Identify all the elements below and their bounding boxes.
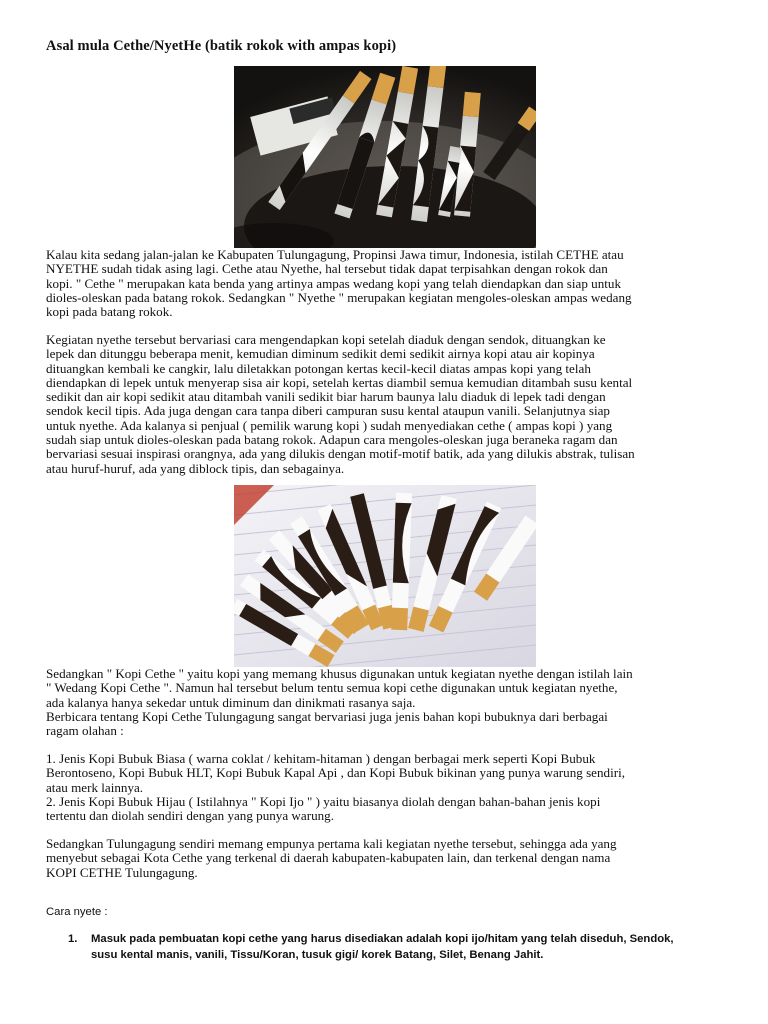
paragraph-kopi-types: 1. Jenis Kopi Bubuk Biasa ( warna coklat / kehitam-hitaman ) dengan berbagai merk seperti Kopi Bubuk Berontoseno, Kopi Bubuk HLT, Kopi Bubuk Kapal Api , dan Kopi Bubuk bikinan yang punya warung sendiri, atau merk lainnya. 2. Jenis Kopi Bubuk Hijau ( Istilahnya " Kopi Ijo " ) yaitu biasanya diolah dengan bahan-bahan jenis kopi tertentu dan diolah sendiri dengan yang punya warung. bbox=[46, 751, 625, 824]
cara-nyete-heading: Cara nyete : bbox=[46, 906, 108, 918]
document-title: Asal mula Cethe/NyetHe (batik rokok with ampas kopi) bbox=[46, 38, 397, 54]
cara-nyete-steps bbox=[46, 931, 726, 963]
step-number: 1. bbox=[68, 933, 78, 945]
batik-cigarettes-graphic bbox=[234, 485, 536, 667]
cethe-batik-cigarettes-photo bbox=[234, 485, 536, 667]
step-text: Masuk pada pembuatan kopi cethe yang harus disediakan adalah kopi ijo/hitam yang telah diseduh, Sendok, susu kental manis, vanili, Tissu/Koran, tusuk gigi/ korek Batang, Silet, Benang Jahit. bbox=[91, 933, 674, 961]
cethe-cigarettes-ashtray-photo bbox=[234, 66, 536, 248]
paragraph-kopi-cethe: Sedangkan " Kopi Cethe " yaitu kopi yang memang khusus digunakan untuk kegiatan nyethe dengan istilah lain " Wedang Kopi Cethe ". Namun hal tersebut belum tentu semua kopi cethe digunakan untuk kegiatan nyethe, ada kalanya hanya sekedar untuk diminum dan dinikmati rasanya saja. Berbicara tentang Kopi Cethe Tulungagung sangat bervariasi juga jenis bahan kopi bubuknya dari berbagai ragam olahan : bbox=[46, 666, 633, 739]
step-item bbox=[46, 931, 726, 963]
paragraph-nyethe-process: Kegiatan nyethe tersebut bervariasi cara mengendapkan kopi setelah diaduk dengan sendok, dituangkan ke lepek dan ditunggu beberapa menit, kemudian diminum sedikit demi sedikit airnya kopi atau air kopinya dituangkan kembali ke cangkir, lalu diletakkan potongan kertas kecil-kecil diatas ampas kopi yang telah diendapkan di lepek untuk menyerap sisa air kopi, setelah kertas diambil semua kemudian ditambah susu kental sedikit dan air kopi sedikit atau ditambah vanili sedikit biar harum baunya lalu diaduk di lepek tadi dengan sendok kecil tipis. Ada juga dengan cara tanpa diberi campuran susu kental ataupun vanili. Selanjutnya siap untuk nyethe. Ada kalanya si penjual ( pemilik warung kopi ) sudah menyediakan cethe ( ampas kopi ) yang sudah siap untuk dioles-oleskan pada batang rokok. Adapun cara mengoles-oleskan juga beraneka ragam dan bervariasi sesuai inspirasi orangnya, ada yang dilukis dengan motif-motif batik, ada yang dilukis abstrak, tulisan atau huruf-huruf, ada yang diblock tipis, dan sebagainya. bbox=[46, 332, 635, 476]
paragraph-cethe-intro: Kalau kita sedang jalan-jalan ke Kabupaten Tulungagung, Propinsi Jawa timur, Indonesia, istilah CETHE atau NYETHE sudah tidak asing lagi. Cethe atau Nyethe, hal tersebut tidak dapat terpisahkan dengan rokok dan kopi. " Cethe " merupakan kata benda yang artinya ampas wedang kopi yang telah diendapkan dan siap untuk dioles-oleskan pada batang rokok. Sedangkan " Nyethe " merupakan kegiatan mengoles-oleskan ampas wedang kopi pada batang rokok. bbox=[46, 247, 632, 320]
paragraph-tulungagung: Sedangkan Tulungagung sendiri memang empunya pertama kali kegiatan nyethe tersebut, sehingga ada yang menyebut sebagai Kota Cethe yang terkenal di daerah kabupaten-kabupaten lain, dan terkenal dengan nama KOPI CETHE Tulungagung. bbox=[46, 836, 617, 880]
ashtray-photo-graphic bbox=[234, 66, 536, 248]
